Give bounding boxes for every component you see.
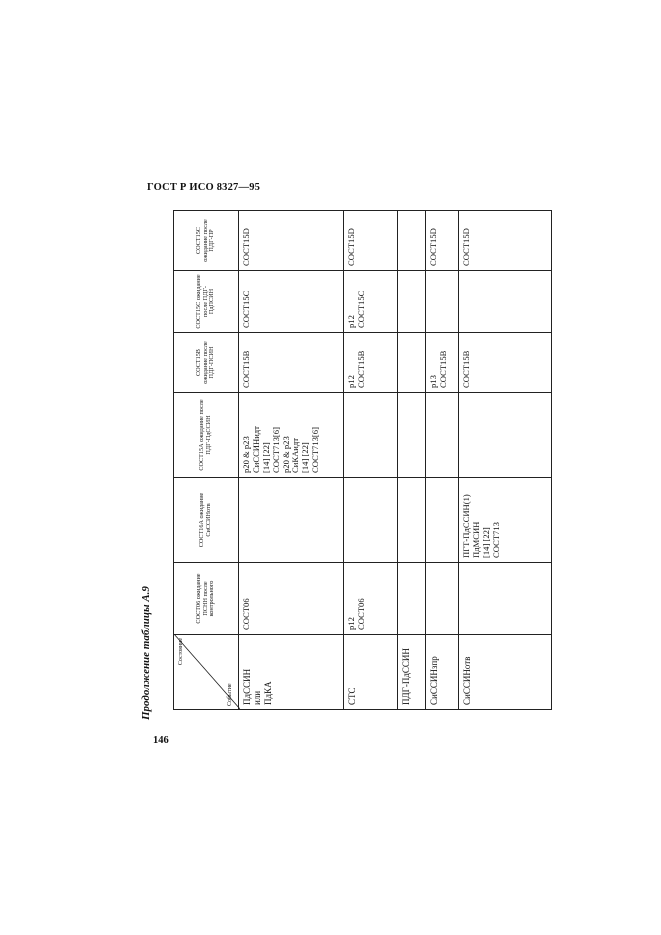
event-line: или (252, 690, 263, 705)
cell-line: СОСТ15В (241, 350, 251, 388)
column-header: СОСТ15А ожидание после ПДГ-ПдССИН (174, 393, 239, 478)
table-row (398, 211, 426, 710)
column-header: СОСТ15С ожидание после ПДГ-ПР (174, 211, 239, 271)
cell-line: СОСТ713[6] (270, 427, 281, 473)
table-cell (344, 478, 398, 563)
cell-line: p13 (428, 375, 438, 388)
table-cell (398, 563, 426, 635)
cell-line: p12 (346, 375, 356, 388)
table-cell (459, 393, 552, 478)
column-header: СОСТ06 ожидание ПСНН после контрольного (174, 563, 239, 635)
cell-line: p12 (346, 617, 356, 630)
state-axis-label: Состояние (178, 638, 184, 666)
table-cell (398, 478, 426, 563)
cell-line: p12 (346, 315, 356, 328)
event-line: ПДГ-ПдССИН (401, 648, 411, 705)
table-cell (239, 478, 344, 563)
table-cell (344, 333, 398, 393)
table-cell (459, 478, 552, 563)
cell-line: СиССИНидт (250, 426, 261, 473)
cell-line: ПГТ-ПдССИН(1) (461, 494, 471, 558)
table-cell (344, 271, 398, 333)
column-header: СОСТ15С ожидание после ПДГ-ПдПСИН (174, 271, 239, 333)
table-cell (344, 393, 398, 478)
cell-line: p20 & p23 (280, 436, 291, 473)
cell-line: СОСТ15В (355, 350, 366, 388)
event-cell (239, 635, 344, 710)
table-cell (239, 333, 344, 393)
cell-line: СОСТ06 (241, 598, 251, 630)
table-caption: Продолжение таблицы А.9 (140, 586, 152, 720)
cell-line: СОСТ15С (241, 290, 251, 328)
table-cell (398, 271, 426, 333)
table-cell (239, 211, 344, 271)
event-line: СиССИНзпр (429, 656, 439, 705)
table-row (344, 211, 398, 710)
table-cell (239, 271, 344, 333)
cell-line: СОСТ713 (490, 522, 501, 558)
event-cell (344, 635, 398, 710)
event-line: ПдССИН (242, 668, 252, 705)
table-cell (426, 271, 459, 333)
cell-line: [14] [22] (480, 527, 491, 558)
cell-line: СОСТ713[6] (310, 427, 321, 473)
cell-line: [14] [22] (260, 442, 271, 473)
rotated-table-block (140, 210, 501, 720)
cell-line: СиКАидт (290, 438, 301, 473)
cell-line: p20 & p23 (241, 436, 251, 473)
event-cell (398, 635, 426, 710)
table-cell (426, 478, 459, 563)
cell-line: СОСТ15D (346, 228, 356, 266)
table-cell (459, 333, 552, 393)
event-line: ПдКА (262, 681, 273, 705)
cell-line: СОСТ15С (355, 290, 366, 328)
event-cell (459, 635, 552, 710)
table-cell (344, 211, 398, 271)
cell-line: СОСТ15D (461, 228, 471, 266)
table-cell (459, 271, 552, 333)
table-cell (426, 393, 459, 478)
document-header: ГОСТ Р ИСО 8327—95 (147, 182, 261, 193)
table-cell (239, 563, 344, 635)
table-cell (344, 563, 398, 635)
state-table (173, 210, 552, 710)
table-row (426, 211, 459, 710)
table-cell (398, 211, 426, 271)
table-row (239, 211, 344, 710)
cell-line: [14] [22] (300, 442, 311, 473)
event-axis-label: Событие (227, 683, 234, 706)
table-cell (398, 393, 426, 478)
table-cell (459, 211, 552, 271)
cell-line: СОСТ15В (461, 350, 471, 388)
cell-line: СОСТ15В (437, 350, 448, 388)
page-number: 146 (153, 735, 169, 746)
table-cell (426, 211, 459, 271)
corner-header-cell (174, 635, 239, 710)
cell-line: ПдМСИН (470, 521, 481, 558)
table-cell (426, 563, 459, 635)
table-cell (426, 333, 459, 393)
column-header: СОСТ15В ожидание после ПДГ-ПСИН (174, 333, 239, 393)
table-row (459, 211, 552, 710)
cell-line: СОСТ06 (355, 598, 366, 630)
event-cell (426, 635, 459, 710)
table-cell (239, 393, 344, 478)
table-cell (459, 563, 552, 635)
event-line: СиССИНотв (462, 656, 472, 705)
cell-line: СОСТ15D (241, 228, 251, 266)
cell-line: СОСТ15D (428, 228, 438, 266)
table-header-row (174, 211, 239, 710)
column-header: СОСТ16А ожидание СиССИНотв (174, 478, 239, 563)
table-cell (398, 333, 426, 393)
event-line: СТС (347, 687, 357, 705)
